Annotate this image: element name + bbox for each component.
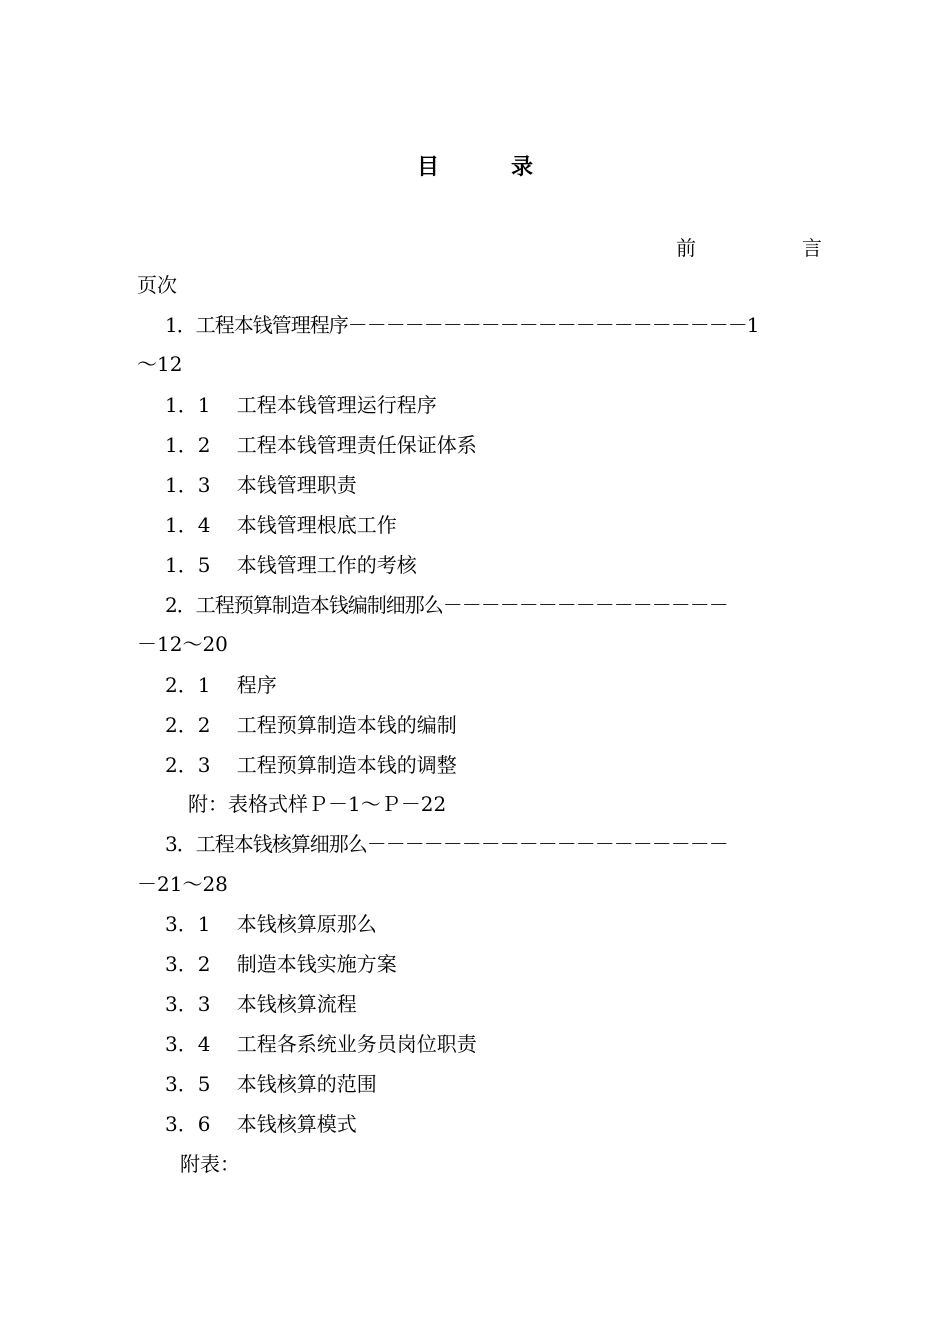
toc-section-2-appendix: 附：表格式样Ｐ－1～Ｐ－22	[188, 792, 447, 816]
toc-item-2-1: 2．1 程序	[165, 673, 277, 697]
toc-section-3-pages: －21～28	[137, 872, 228, 896]
toc-item-1-5: 1．5 本钱管理工作的考核	[165, 553, 417, 577]
toc-item-1-1: 1．1 工程本钱管理运行程序	[165, 393, 437, 417]
toc-section-3-heading: 3．工程本钱核算细那么－－－－－－－－－－－－－－－－－－－	[165, 832, 728, 856]
title-char-1: 目	[416, 154, 439, 180]
title-char-2: 录	[511, 154, 534, 180]
toc-item-3-3: 3．3 本钱核算流程	[165, 992, 357, 1016]
toc-section-1-pages: ～12	[137, 352, 183, 376]
page-title	[0, 150, 950, 181]
toc-section-3-appendix: 附表：	[180, 1152, 240, 1176]
page-number-label: 页次	[137, 273, 177, 297]
toc-item-3-6: 3．6 本钱核算模式	[165, 1112, 357, 1136]
toc-item-2-2: 2．2 工程预算制造本钱的编制	[165, 713, 457, 737]
preface-char-2: 言	[802, 236, 822, 260]
preface-heading	[676, 232, 822, 261]
toc-item-1-4: 1．4 本钱管理根底工作	[165, 513, 397, 537]
toc-item-1-3: 1．3 本钱管理职责	[165, 473, 357, 497]
toc-item-3-2: 3．2 制造本钱实施方案	[165, 952, 397, 976]
toc-item-1-2: 1．2 工程本钱管理责任保证体系	[165, 433, 477, 457]
toc-section-2-heading: 2．工程预算制造本钱编制细那么－－－－－－－－－－－－－－－	[165, 593, 728, 617]
toc-item-3-5: 3．5 本钱核算的范围	[165, 1072, 377, 1096]
toc-section-2-pages: －12～20	[137, 632, 228, 656]
toc-section-1-heading: 1．工程本钱管理程序－－－－－－－－－－－－－－－－－－－－－1	[165, 313, 759, 337]
toc-item-3-4: 3．4 工程各系统业务员岗位职责	[165, 1032, 477, 1056]
toc-item-2-3: 2．3 工程预算制造本钱的调整	[165, 753, 457, 777]
toc-item-3-1: 3．1 本钱核算原那么	[165, 912, 377, 936]
preface-char-1: 前	[676, 236, 696, 260]
